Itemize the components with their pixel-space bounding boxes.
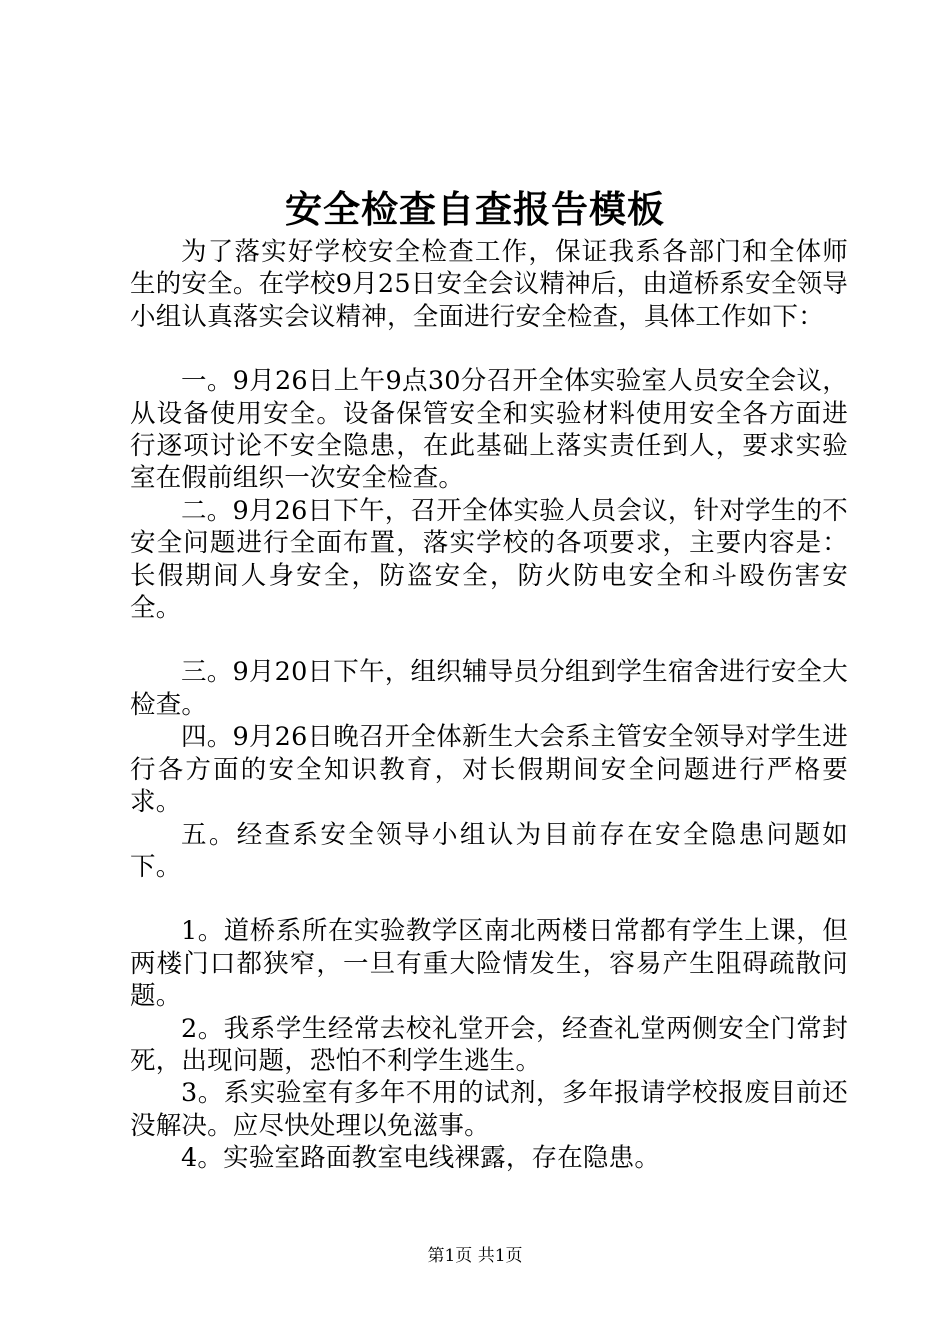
page-number-footer: 第1页 共1页 <box>427 1246 523 1266</box>
item-one-paragraph: 一。9月26日上午9点30分召开全体实验室人员安全会议，从设备使用安全。设备保管安全和实验材料使用安全各方面进行逐项讨论不安全隐患，在此基础上落实责任到人，要求实验室在假前组织一次安全检查。 <box>130 366 848 494</box>
document-body <box>130 236 848 1175</box>
issue-four-paragraph: 4。实验室路面教室电线裸露，存在隐患。 <box>181 1143 661 1174</box>
item-three-paragraph: 三。9月20日下午，组织辅导员分组到学生宿舍进行安全大检查。 <box>130 657 848 720</box>
issue-one-paragraph: 1。道桥系所在实验教学区南北两楼日常都有学生上课，但两楼门口都狭窄，一旦有重大险情发生，容易产生阻碍疏散问题。 <box>130 916 848 1012</box>
item-four-paragraph: 四。9月26日晚召开全体新生大会系主管安全领导对学生进行各方面的安全知识教育，对长假期间安全问题进行严格要求。 <box>130 722 848 818</box>
item-five-paragraph: 五。经查系安全领导小组认为目前存在安全隐患问题如下。 <box>130 819 848 882</box>
intro-paragraph: 为了落实好学校安全检查工作，保证我系各部门和全体师生的安全。在学校9月25日安全会议精神后，由道桥系安全领导小组认真落实会议精神，全面进行安全检查，具体工作如下： <box>130 237 848 332</box>
issue-two-paragraph: 2。我系学生经常去校礼堂开会，经查礼堂两侧安全门常封死，出现问题，恐怕不利学生逃生。 <box>130 1013 848 1076</box>
document-title: 安全检查自查报告模板 <box>285 187 665 231</box>
item-two-paragraph: 二。9月26日下午，召开全体实验人员会议，针对学生的不安全问题进行全面布置，落实学校的各项要求，主要内容是：长假期间人身安全，防盗安全，防火防电安全和斗殴伤害安全。 <box>130 495 848 624</box>
issue-three-paragraph: 3。系实验室有多年不用的试剂，多年报请学校报废目前还没解决。应尽快处理以免滋事。 <box>130 1078 848 1141</box>
